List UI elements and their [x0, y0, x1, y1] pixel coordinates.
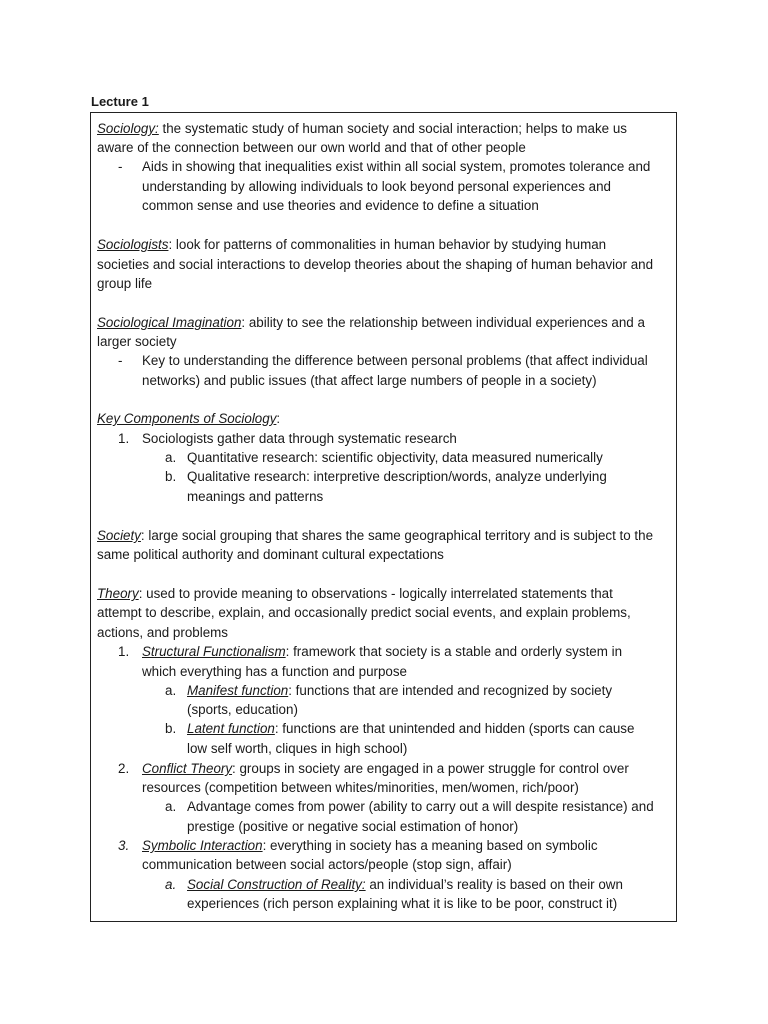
line-text: Key to understanding the difference between personal problems (that affect individual: [142, 353, 648, 368]
list-marker: b.: [165, 721, 177, 736]
line-text: Qualitative research: interpretive description/words, analyze underlying: [187, 469, 607, 484]
list-marker: 2.: [118, 761, 130, 776]
text-line: [97, 120, 627, 137]
text-line: [142, 760, 629, 777]
text-line: [187, 720, 634, 737]
term: Structural Functionalism: [142, 644, 286, 659]
term: Key Components of Sociology: [97, 411, 277, 426]
line-text: : ability to see the relationship between individual experiences and a: [241, 315, 645, 330]
text-line: [97, 236, 606, 253]
line-text: attempt to describe, explain, and occasionally predict social events, and explain problems,: [97, 605, 631, 620]
term: Sociologists: [97, 237, 169, 252]
line-text: group life: [97, 276, 153, 291]
text-line: [97, 333, 177, 350]
text-line: [142, 197, 539, 214]
list-marker: 3.: [118, 838, 130, 853]
term: Sociological Imagination: [97, 315, 242, 330]
text-line: [142, 430, 457, 447]
line-text: aware of the connection between our own world and that of other people: [97, 140, 526, 155]
term: Conflict Theory: [142, 761, 233, 776]
line-text: Sociologists gather data through systematic research: [142, 431, 457, 446]
line-text: prestige (positive or negative social estimation of honor): [187, 819, 519, 834]
line-text: : everything in society has a meaning based on symbolic: [262, 838, 598, 853]
text-line: [142, 372, 597, 389]
line-text: meanings and patterns: [187, 489, 324, 504]
term: Sociology:: [97, 121, 159, 136]
line-text: Aids in showing that inequalities exist within all social system, promotes tolerance and: [142, 159, 651, 174]
line-text: experiences (rich person explaining what it is like to be poor, construct it): [187, 896, 618, 911]
text-line: [142, 663, 407, 680]
text-line: [187, 449, 603, 466]
line-text: common sense and use theories and evidence to define a situation: [142, 198, 539, 213]
text-line: [187, 895, 617, 912]
text-line: [97, 139, 526, 156]
text-line: [187, 798, 654, 815]
term: Manifest function: [187, 683, 289, 698]
line-text: (sports, education): [187, 702, 298, 717]
list-marker: a.: [165, 683, 177, 698]
line-text: networks) and public issues (that affect large numbers of people in a society): [142, 373, 597, 388]
text-line: [187, 488, 323, 505]
line-text: societies and social interactions to develop theories about the shaping of human behavior and: [97, 257, 654, 272]
list-marker: a.: [165, 799, 177, 814]
line-text: : look for patterns of commonalities in human behavior by studying human: [168, 237, 607, 252]
text-line: [187, 818, 518, 835]
text-line: [97, 275, 152, 292]
list-marker: a.: [165, 877, 177, 892]
line-text: :: [276, 411, 281, 426]
page-title: Lecture 1: [91, 94, 149, 109]
line-text: resources (competition between whites/minorities, men/women, rich/poor): [142, 780, 579, 795]
text-line: [97, 624, 228, 641]
term: Society: [97, 528, 141, 543]
line-text: low self worth, cliques in high school): [187, 741, 408, 756]
line-text: : used to provide meaning to observations - logically interrelated statements that: [138, 586, 613, 601]
text-line: [142, 178, 611, 195]
line-text: Advantage comes from power (ability to carry out a will despite resistance) and: [187, 799, 654, 814]
list-marker: b.: [165, 469, 177, 484]
line-text: : large social grouping that shares the same geographical territory and is subject to the: [140, 528, 654, 543]
list-marker: -: [118, 353, 123, 368]
text-line: [142, 158, 650, 175]
line-text: the systematic study of human society and social interaction; helps to make us: [158, 121, 627, 136]
text-line: [187, 468, 607, 485]
term: Symbolic Interaction: [142, 838, 263, 853]
text-line: [97, 314, 645, 331]
term: Social Construction of Reality:: [187, 877, 366, 892]
list-marker: a.: [165, 450, 177, 465]
list-marker: 1.: [118, 431, 130, 446]
term: Theory: [97, 586, 139, 601]
text-line: [187, 740, 407, 757]
line-text: Quantitative research: scientific objectivity, data measured numerically: [187, 450, 603, 465]
text-line: [142, 352, 648, 369]
line-text: : functions are that unintended and hidden (sports can cause: [274, 721, 635, 736]
text-line: [142, 856, 512, 873]
text-line: [187, 701, 298, 718]
line-text: : functions that are intended and recognized by society: [288, 683, 613, 698]
list-marker: -: [118, 159, 123, 174]
text-line: [187, 682, 612, 699]
text-line: [142, 779, 579, 796]
line-text: : groups in society are engaged in a power struggle for control over: [232, 761, 629, 776]
text-line: [97, 527, 653, 544]
list-marker: 1.: [118, 644, 130, 659]
text-line: [142, 643, 622, 660]
text-line: [97, 585, 613, 602]
text-line: [97, 410, 280, 427]
term: Latent function: [187, 721, 275, 736]
line-text: : framework that society is a stable and orderly system in: [285, 644, 623, 659]
line-text: larger society: [97, 334, 177, 349]
text-line: [97, 604, 631, 621]
line-text: communication between social actors/people (stop sign, affair): [142, 857, 512, 872]
line-text: which everything has a function and purpose: [142, 664, 408, 679]
line-text: an individual’s reality is based on their own: [365, 877, 623, 892]
text-line: [187, 876, 623, 893]
line-text: understanding by allowing individuals to look beyond personal experiences and: [142, 179, 611, 194]
line-text: same political authority and dominant cultural expectations: [97, 547, 444, 562]
text-line: [97, 546, 444, 563]
text-line: [97, 256, 653, 273]
text-line: [142, 837, 598, 854]
line-text: actions, and problems: [97, 625, 229, 640]
